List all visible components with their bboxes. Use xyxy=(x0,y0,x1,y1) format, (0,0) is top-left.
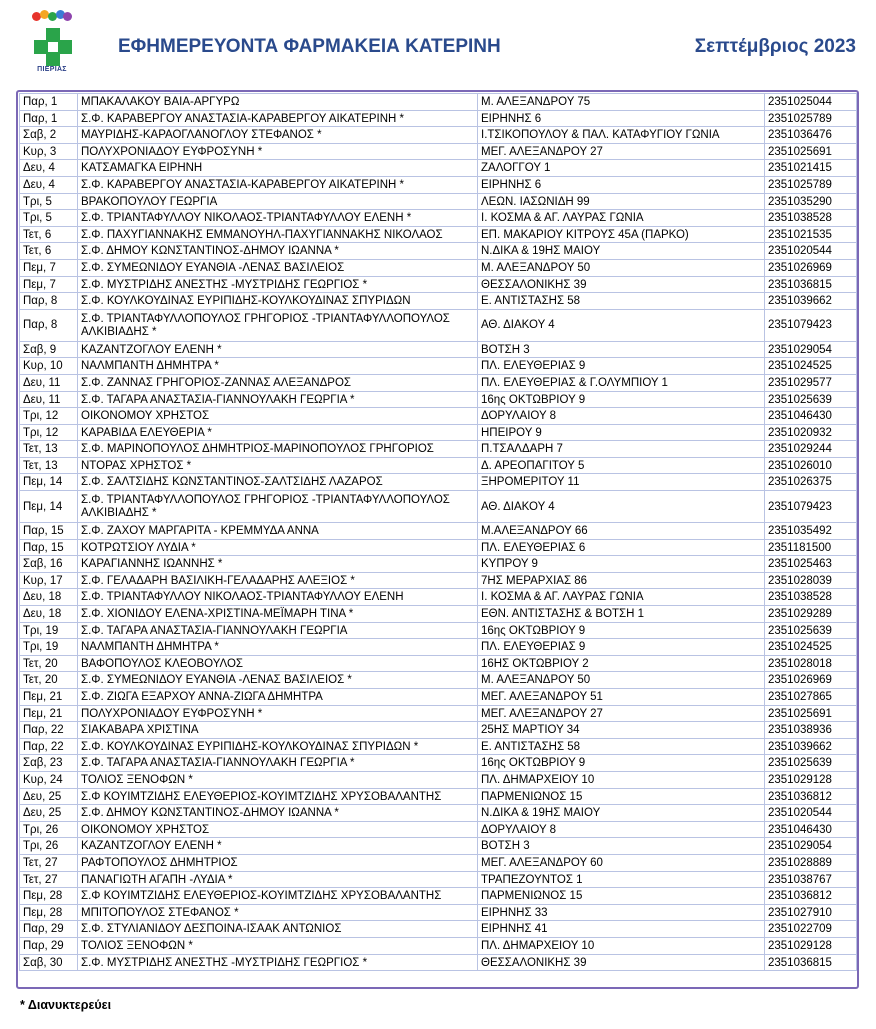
table-row xyxy=(20,127,857,144)
pharmacy-name: Σ.Φ. ΚΟΥΛΚΟΥΔΙΝΑΣ ΕΥΡΙΠΙΔΗΣ-ΚΟΥΛΚΟΥΔΙΝΑΣ ΣΠΥΡΙΔΩΝ * xyxy=(78,738,478,755)
pharmacy-address: ΕΠ. ΜΑΚΑΡΙΟΥ ΚΙΤΡΟΥΣ 45Α (ΠΑΡΚΟ) xyxy=(478,226,765,243)
duty-date: Παρ, 15 xyxy=(20,539,78,556)
pharmacy-address: ΗΠΕΙΡΟΥ 9 xyxy=(478,424,765,441)
pharmacy-address: ΒΟΤΣΗ 3 xyxy=(478,341,765,358)
duty-date: Τετ, 27 xyxy=(20,854,78,871)
pharmacy-phone: 2351026969 xyxy=(765,672,857,689)
pharmacy-address: ΠΑΡΜΕΝΙΩΝΟΣ 15 xyxy=(478,888,765,905)
pharmacy-name: Σ.Φ ΚΟΥΙΜΤΖΙΔΗΣ ΕΛΕΥΘΕΡΙΟΣ-ΚΟΥΙΜΤΖΙΔΗΣ ΧΡΥΣΟΒΑΛΑΝΤΗΣ xyxy=(78,888,478,905)
pharmacy-address: 16ης ΟΚΤΩΒΡΙΟΥ 9 xyxy=(478,391,765,408)
duty-date: Πεμ, 14 xyxy=(20,474,78,491)
pharmacy-phone: 2351024525 xyxy=(765,639,857,656)
pharmacy-address: Ι.ΤΣΙΚΟΠΟΥΛΟΥ & ΠΑΛ. ΚΑΤΑΦΥΓΙΟΥ ΓΩΝΙΑ xyxy=(478,127,765,144)
pharmacy-phone: 2351029577 xyxy=(765,374,857,391)
pharmacy-address: Ε. ΑΝΤΙΣΤΑΣΗΣ 58 xyxy=(478,738,765,755)
pharmacy-address: ΔΟΡΥΛΑΙΟΥ 8 xyxy=(478,408,765,425)
pharmacy-phone: 2351025044 xyxy=(765,94,857,111)
table-row xyxy=(20,755,857,772)
duty-date: Κυρ, 3 xyxy=(20,143,78,160)
table-row xyxy=(20,838,857,855)
pharmacy-address: ΕΙΡΗΝΗΣ 41 xyxy=(478,921,765,938)
duty-date: Κυρ, 17 xyxy=(20,572,78,589)
pharmacy-phone: 2351025789 xyxy=(765,176,857,193)
table-row xyxy=(20,539,857,556)
table-row xyxy=(20,705,857,722)
logo-text: ΠΙΕΡΙΑΣ xyxy=(37,66,67,73)
table-row xyxy=(20,408,857,425)
pharmacy-phone: 2351039662 xyxy=(765,738,857,755)
duty-date: Δευ, 11 xyxy=(20,374,78,391)
pharmacy-address: ΕΙΡΗΝΗΣ 33 xyxy=(478,904,765,921)
duty-date: Παρ, 22 xyxy=(20,722,78,739)
pharmacy-address: Π.ΤΣΑΛΔΑΡΗ 7 xyxy=(478,441,765,458)
pharmacy-address: Ν.ΔΙΚΑ & 19ΗΣ ΜΑΙΟΥ xyxy=(478,243,765,260)
pharmacy-name: Σ.Φ. ΚΑΡΑΒΕΡΓΟΥ ΑΝΑΣΤΑΣΙΑ-ΚΑΡΑΒΕΡΓΟΥ ΑΙΚΑΤΕΡΙΝΗ * xyxy=(78,110,478,127)
pharmacy-phone: 2351035290 xyxy=(765,193,857,210)
page-title: ΕΦΗΜΕΡΕΥΟΝΤΑ ΦΑΡΜΑΚΕΙΑ ΚΑΤΕΡΙΝΗ xyxy=(118,36,501,57)
duty-date: Παρ, 22 xyxy=(20,738,78,755)
pharmacy-name: ΚΑΡΑΒΙΔΑ ΕΛΕΥΘΕΡΙΑ * xyxy=(78,424,478,441)
duty-date: Σαβ, 16 xyxy=(20,556,78,573)
pharmacy-name: Σ.Φ. ΖΙΩΓΑ ΕΞΑΡΧΟΥ ΑΝΝΑ-ΖΙΩΓΑ ΔΗΜΗΤΡΑ xyxy=(78,689,478,706)
table-row xyxy=(20,474,857,491)
pharmacy-phone: 2351028018 xyxy=(765,655,857,672)
pharmacy-phone: 2351021415 xyxy=(765,160,857,177)
table-row xyxy=(20,689,857,706)
pharmacy-address: ΠΛ. ΔΗΜΑΡΧΕΙΟΥ 10 xyxy=(478,937,765,954)
pharmacy-phone: 2351038936 xyxy=(765,722,857,739)
pharmacy-name: Σ.Φ. ΤΡΙΑΝΤΑΦΥΛΛΟΥ ΝΙΚΟΛΑΟΣ-ΤΡΙΑΝΤΑΦΥΛΛΟΥ ΕΛΕΝΗ xyxy=(78,589,478,606)
pharmacy-phone: 2351026010 xyxy=(765,457,857,474)
table-row xyxy=(20,293,857,310)
pharmacy-phone: 2351020932 xyxy=(765,424,857,441)
pharmacy-phone: 2351035492 xyxy=(765,523,857,540)
table-row xyxy=(20,606,857,623)
pharmacy-phone: 2351079423 xyxy=(765,309,857,341)
table-row xyxy=(20,655,857,672)
month-label: Σεπτέμβριος 2023 xyxy=(694,36,856,57)
table-row xyxy=(20,110,857,127)
table-row xyxy=(20,639,857,656)
duty-date: Τρι, 19 xyxy=(20,622,78,639)
pharmacy-phone: 2351028889 xyxy=(765,854,857,871)
pharmacy-address: ΠΛ. ΕΛΕΥΘΕΡΙΑΣ 6 xyxy=(478,539,765,556)
duty-date: Παρ, 29 xyxy=(20,921,78,938)
duty-date: Τρι, 5 xyxy=(20,193,78,210)
pharmacy-name: ΚΑΡΑΓΙΑΝΝΗΣ ΙΩΑΝΝΗΣ * xyxy=(78,556,478,573)
pharmacy-phone: 2351036815 xyxy=(765,276,857,293)
duty-date: Τρι, 12 xyxy=(20,424,78,441)
pharmacy-address: ΕΙΡΗΝΗΣ 6 xyxy=(478,176,765,193)
duty-date: Πεμ, 14 xyxy=(20,491,78,523)
pharmacy-phone: 2351046430 xyxy=(765,408,857,425)
pharmacy-name: Σ.Φ. ΣΥΜΕΩΝΙΔΟΥ ΕΥΑΝΘΙΑ -ΛΕΝΑΣ ΒΑΣΙΛΕΙΟΣ * xyxy=(78,672,478,689)
duty-date: Τετ, 13 xyxy=(20,457,78,474)
table-row xyxy=(20,226,857,243)
duty-date: Πεμ, 21 xyxy=(20,705,78,722)
pharmacy-phone: 2351025691 xyxy=(765,143,857,160)
table-row xyxy=(20,358,857,375)
duty-date: Σαβ, 2 xyxy=(20,127,78,144)
table-row xyxy=(20,821,857,838)
pharmacy-phone: 2351025789 xyxy=(765,110,857,127)
pharmacy-address: ΜΕΓ. ΑΛΕΞΑΝΔΡΟΥ 27 xyxy=(478,143,765,160)
pharmacy-phone: 2351027910 xyxy=(765,904,857,921)
pharmacy-address: ΕΘΝ. ΑΝΤΙΣΤΑΣΗΣ & ΒΟΤΣΗ 1 xyxy=(478,606,765,623)
table-row xyxy=(20,457,857,474)
pharmacy-address: ΜΕΓ. ΑΛΕΞΑΝΔΡΟΥ 60 xyxy=(478,854,765,871)
table-row xyxy=(20,805,857,822)
table-row xyxy=(20,491,857,523)
pharmacy-address: ΠΛ. ΕΛΕΥΘΕΡΙΑΣ 9 xyxy=(478,358,765,375)
table-row xyxy=(20,556,857,573)
duty-date: Δευ, 4 xyxy=(20,176,78,193)
pharmacy-name: Σ.Φ. ΔΗΜΟΥ ΚΩΝΣΤΑΝΤΙΝΟΣ-ΔΗΜΟΥ ΙΩΑΝΝΑ * xyxy=(78,243,478,260)
table-row xyxy=(20,722,857,739)
pharmacy-phone: 2351181500 xyxy=(765,539,857,556)
pharmacy-address: ΤΡΑΠΕΖΟΥΝΤΟΣ 1 xyxy=(478,871,765,888)
duty-date: Σαβ, 23 xyxy=(20,755,78,772)
pharmacy-address: ΠΛ. ΕΛΕΥΘΕΡΙΑΣ 9 xyxy=(478,639,765,656)
pharmacy-phone: 2351020544 xyxy=(765,805,857,822)
pharmacy-phone: 2351038528 xyxy=(765,210,857,227)
green-cross-icon xyxy=(34,28,72,66)
pharmacy-name: Σ.Φ. ΤΑΓΑΡΑ ΑΝΑΣΤΑΣΙΑ-ΓΙΑΝΝΟΥΛΑΚΗ ΓΕΩΡΓΙΑ xyxy=(78,622,478,639)
duty-date: Τρι, 12 xyxy=(20,408,78,425)
duty-date: Δευ, 25 xyxy=(20,805,78,822)
pharmacy-name: ΒΡΑΚΟΠΟΥΛΟΥ ΓΕΩΡΓΙΑ xyxy=(78,193,478,210)
pharmacy-name: ΜΑΥΡΙΔΗΣ-ΚΑΡΑΟΓΛΑΝΟΓΛΟΥ ΣΤΕΦΑΝΟΣ * xyxy=(78,127,478,144)
pharmacy-name: Σ.Φ. ΜΥΣΤΡΙΔΗΣ ΑΝΕΣΤΗΣ -ΜΥΣΤΡΙΔΗΣ ΓΕΩΡΓΙΟΣ * xyxy=(78,276,478,293)
pharmacy-address: Μ. ΑΛΕΞΑΝΔΡΟΥ 75 xyxy=(478,94,765,111)
schedule-rows xyxy=(20,94,857,971)
table-row xyxy=(20,888,857,905)
pharmacy-name: ΜΠΙΤΟΠΟΥΛΟΣ ΣΤΕΦΑΝΟΣ * xyxy=(78,904,478,921)
pharmacy-address: ΜΕΓ. ΑΛΕΞΑΝΔΡΟΥ 51 xyxy=(478,689,765,706)
table-row xyxy=(20,738,857,755)
pharmacy-address: ΞΗΡΟΜΕΡΙΤΟΥ 11 xyxy=(478,474,765,491)
pharmacy-phone: 2351039662 xyxy=(765,293,857,310)
pharmacy-phone: 2351020544 xyxy=(765,243,857,260)
duty-date: Τετ, 20 xyxy=(20,655,78,672)
pharmacy-address: Ι. ΚΟΣΜΑ & ΑΓ. ΛΑΥΡΑΣ ΓΩΝΙΑ xyxy=(478,210,765,227)
pharmacy-phone: 2351029289 xyxy=(765,606,857,623)
pharmacy-address: ΠΛ. ΔΗΜΑΡΧΕΙΟΥ 10 xyxy=(478,771,765,788)
pharmacy-address: ΚΥΠΡΟΥ 9 xyxy=(478,556,765,573)
pharmacy-name: Σ.Φ. ΤΑΓΑΡΑ ΑΝΑΣΤΑΣΙΑ-ΓΙΑΝΝΟΥΛΑΚΗ ΓΕΩΡΓΙΑ * xyxy=(78,755,478,772)
duty-date: Τετ, 13 xyxy=(20,441,78,458)
pharmacy-phone: 2351036476 xyxy=(765,127,857,144)
duty-date: Δευ, 11 xyxy=(20,391,78,408)
table-row xyxy=(20,523,857,540)
table-row xyxy=(20,771,857,788)
pharmacy-name: Σ.Φ ΚΟΥΙΜΤΖΙΔΗΣ ΕΛΕΥΘΕΡΙΟΣ-ΚΟΥΙΜΤΖΙΔΗΣ ΧΡΥΣΟΒΑΛΑΝΤΗΣ xyxy=(78,788,478,805)
pharmacy-name: ΤΟΛΙΟΣ ΞΕΝΟΦΩΝ * xyxy=(78,937,478,954)
duty-date: Πεμ, 7 xyxy=(20,259,78,276)
pharmacy-phone: 2351025691 xyxy=(765,705,857,722)
pharmacy-name: Σ.Φ. ΔΗΜΟΥ ΚΩΝΣΤΑΝΤΙΝΟΣ-ΔΗΜΟΥ ΙΩΑΝΝΑ * xyxy=(78,805,478,822)
pharmacy-address: ΑΘ. ΔΙΑΚΟΥ 4 xyxy=(478,309,765,341)
table-row xyxy=(20,341,857,358)
pharmacy-name: Σ.Φ. ΤΡΙΑΝΤΑΦΥΛΛΟΠΟΥΛΟΣ ΓΡΗΓΟΡΙΟΣ -ΤΡΙΑΝΤΑΦΥΛΛΟΠΟΥΛΟΣ ΑΛΚΙΒΙΑΔΗΣ * xyxy=(78,309,478,341)
pharmacy-address: 16ΗΣ ΟΚΤΩΒΡΙΟΥ 2 xyxy=(478,655,765,672)
pharmacy-phone: 2351029054 xyxy=(765,341,857,358)
pharmacy-address: 25ΗΣ ΜΑΡΤΙΟΥ 34 xyxy=(478,722,765,739)
duty-date: Τρι, 26 xyxy=(20,838,78,855)
table-row xyxy=(20,589,857,606)
pharmacy-address: ΠΑΡΜΕΝΙΩΝΟΣ 15 xyxy=(478,788,765,805)
pharmacy-address: Μ. ΑΛΕΞΑΝΔΡΟΥ 50 xyxy=(478,259,765,276)
pharmacy-association-logo xyxy=(28,10,76,78)
pharmacy-name: Σ.Φ. ΚΑΡΑΒΕΡΓΟΥ ΑΝΑΣΤΑΣΙΑ-ΚΑΡΑΒΕΡΓΟΥ ΑΙΚΑΤΕΡΙΝΗ * xyxy=(78,176,478,193)
pharmacy-name: Σ.Φ. ΓΕΛΑΔΑΡΗ ΒΑΣΙΛΙΚΗ-ΓΕΛΑΔΑΡΗΣ ΑΛΕΞΙΟΣ * xyxy=(78,572,478,589)
pharmacy-name: ΚΑΖΑΝΤΖΟΓΛΟΥ ΕΛΕΝΗ * xyxy=(78,838,478,855)
pharmacy-name: Σ.Φ. ΧΙΟΝΙΔΟΥ ΕΛΕΝΑ-ΧΡΙΣΤΙΝΑ-ΜΕΪΜΑΡΗ ΤΙΝΑ * xyxy=(78,606,478,623)
table-row xyxy=(20,672,857,689)
pharmacy-phone: 2351028039 xyxy=(765,572,857,589)
pharmacy-phone: 2351024525 xyxy=(765,358,857,375)
duty-date: Τετ, 6 xyxy=(20,226,78,243)
duty-date: Πεμ, 21 xyxy=(20,689,78,706)
table-row xyxy=(20,276,857,293)
pharmacy-phone: 2351029054 xyxy=(765,838,857,855)
pharmacy-name: Σ.Φ. ΠΑΧΥΓΙΑΝΝΑΚΗΣ ΕΜΜΑΝΟΥΗΛ-ΠΑΧΥΓΙΑΝΝΑΚΗΣ ΝΙΚΟΛΑΟΣ xyxy=(78,226,478,243)
table-row xyxy=(20,374,857,391)
page-header xyxy=(0,0,876,90)
pharmacy-name: Σ.Φ. ΣΤΥΛΙΑΝΙΔΟΥ ΔΕΣΠΟΙΝΑ-ΙΣΑΑΚ ΑΝΤΩΝΙΟΣ xyxy=(78,921,478,938)
table-row xyxy=(20,921,857,938)
pharmacy-address: ΘΕΣΣΑΛΟΝΙΚΗΣ 39 xyxy=(478,276,765,293)
table-row xyxy=(20,424,857,441)
table-row xyxy=(20,954,857,971)
pharmacy-address: Μ. ΑΛΕΞΑΝΔΡΟΥ 50 xyxy=(478,672,765,689)
table-row xyxy=(20,904,857,921)
table-row xyxy=(20,309,857,341)
duty-date: Παρ, 1 xyxy=(20,94,78,111)
pharmacy-name: Σ.Φ. ΤΡΙΑΝΤΑΦΥΛΛΟΥ ΝΙΚΟΛΑΟΣ-ΤΡΙΑΝΤΑΦΥΛΛΟΥ ΕΛΕΝΗ * xyxy=(78,210,478,227)
duty-date: Παρ, 29 xyxy=(20,937,78,954)
duty-date: Τετ, 6 xyxy=(20,243,78,260)
duty-date: Παρ, 8 xyxy=(20,293,78,310)
pharmacy-address: Δ. ΑΡΕΟΠΑΓΙΤΟΥ 5 xyxy=(478,457,765,474)
table-row xyxy=(20,259,857,276)
duty-date: Σαβ, 30 xyxy=(20,954,78,971)
pharmacy-address: ΠΛ. ΕΛΕΥΘΕΡΙΑΣ & Γ.ΟΛΥΜΠΙΟΥ 1 xyxy=(478,374,765,391)
table-row xyxy=(20,854,857,871)
table-row xyxy=(20,143,857,160)
pharmacy-phone: 2351029244 xyxy=(765,441,857,458)
pharmacy-address: Ν.ΔΙΚΑ & 19ΗΣ ΜΑΙΟΥ xyxy=(478,805,765,822)
table-row xyxy=(20,176,857,193)
pharmacy-address: 7ΗΣ ΜΕΡΑΡΧΙΑΣ 86 xyxy=(478,572,765,589)
pharmacy-phone: 2351079423 xyxy=(765,491,857,523)
pharmacy-name: ΒΑΦΟΠΟΥΛΟΣ ΚΛΕΟΒΟΥΛΟΣ xyxy=(78,655,478,672)
table-row xyxy=(20,193,857,210)
pharmacy-name: Σ.Φ. ΜΑΡΙΝΟΠΟΥΛΟΣ ΔΗΜΗΤΡΙΟΣ-ΜΑΡΙΝΟΠΟΥΛΟΣ ΓΡΗΓΟΡΙΟΣ xyxy=(78,441,478,458)
pharmacy-phone: 2351027865 xyxy=(765,689,857,706)
pharmacy-address: ΛΕΩΝ. ΙΑΣΩΝΙΔΗ 99 xyxy=(478,193,765,210)
pharmacy-address: ΑΘ. ΔΙΑΚΟΥ 4 xyxy=(478,491,765,523)
pharmacy-address: ΕΙΡΗΝΗΣ 6 xyxy=(478,110,765,127)
duty-date: Τετ, 27 xyxy=(20,871,78,888)
duty-date: Κυρ, 10 xyxy=(20,358,78,375)
table-row xyxy=(20,572,857,589)
duty-date: Δευ, 18 xyxy=(20,606,78,623)
pharmacy-address: 16ης ΟΚΤΩΒΡΙΟΥ 9 xyxy=(478,622,765,639)
pharmacy-schedule-table xyxy=(19,93,857,971)
pharmacy-name: Σ.Φ. ΜΥΣΤΡΙΔΗΣ ΑΝΕΣΤΗΣ -ΜΥΣΤΡΙΔΗΣ ΓΕΩΡΓΙΟΣ * xyxy=(78,954,478,971)
duty-date: Τρι, 5 xyxy=(20,210,78,227)
pharmacy-name: ΣΙΑΚΑΒΑΡΑ ΧΡΙΣΤΙΝΑ xyxy=(78,722,478,739)
pharmacy-phone: 2351025463 xyxy=(765,556,857,573)
duty-date: Σαβ, 9 xyxy=(20,341,78,358)
table-row xyxy=(20,94,857,111)
pharmacy-name: ΚΟΤΡΩΤΣΙΟΥ ΛΥΔΙΑ * xyxy=(78,539,478,556)
pharmacy-address: ΒΟΤΣΗ 3 xyxy=(478,838,765,855)
table-row xyxy=(20,160,857,177)
pharmacy-name: Σ.Φ. ΣΑΛΤΣΙΔΗΣ ΚΩΝΣΤΑΝΤΙΝΟΣ-ΣΑΛΤΣΙΔΗΣ ΛΑΖΑΡΟΣ xyxy=(78,474,478,491)
pharmacy-name: Σ.Φ. ΤΑΓΑΡΑ ΑΝΑΣΤΑΣΙΑ-ΓΙΑΝΝΟΥΛΑΚΗ ΓΕΩΡΓΙΑ * xyxy=(78,391,478,408)
table-row xyxy=(20,243,857,260)
logo-people-icon xyxy=(32,10,72,28)
pharmacy-phone: 2351021535 xyxy=(765,226,857,243)
pharmacy-phone: 2351036812 xyxy=(765,888,857,905)
pharmacy-address: Μ.ΑΛΕΞΑΝΔΡΟΥ 66 xyxy=(478,523,765,540)
pharmacy-phone: 2351026969 xyxy=(765,259,857,276)
pharmacy-phone: 2351038528 xyxy=(765,589,857,606)
pharmacy-name: ΝΑΛΜΠΑΝΤΗ ΔΗΜΗΤΡΑ * xyxy=(78,639,478,656)
pharmacy-name: Σ.Φ. ΚΟΥΛΚΟΥΔΙΝΑΣ ΕΥΡΙΠΙΔΗΣ-ΚΟΥΛΚΟΥΔΙΝΑΣ ΣΠΥΡΙΔΩΝ xyxy=(78,293,478,310)
pharmacy-name: Σ.Φ. ΣΥΜΕΩΝΙΔΟΥ ΕΥΑΝΘΙΑ -ΛΕΝΑΣ ΒΑΣΙΛΕΙΟΣ xyxy=(78,259,478,276)
duty-date: Παρ, 1 xyxy=(20,110,78,127)
table-row xyxy=(20,391,857,408)
duty-date: Παρ, 8 xyxy=(20,309,78,341)
pharmacy-phone: 2351022709 xyxy=(765,921,857,938)
duty-date: Πεμ, 7 xyxy=(20,276,78,293)
pharmacy-address: 16ης ΟΚΤΩΒΡΙΟΥ 9 xyxy=(478,755,765,772)
pharmacy-name: Σ.Φ. ΖΑΧΟΥ ΜΑΡΓΑΡΙΤΑ - ΚΡΕΜΜΥΔΑ ΑΝΝΑ xyxy=(78,523,478,540)
pharmacy-phone: 2351038767 xyxy=(765,871,857,888)
pharmacy-phone: 2351025639 xyxy=(765,622,857,639)
table-row xyxy=(20,871,857,888)
pharmacy-address: Ε. ΑΝΤΙΣΤΑΣΗΣ 58 xyxy=(478,293,765,310)
duty-date: Δευ, 4 xyxy=(20,160,78,177)
table-row xyxy=(20,788,857,805)
pharmacy-address: ΖΑΛΟΓΓΟΥ 1 xyxy=(478,160,765,177)
duty-date: Δευ, 18 xyxy=(20,589,78,606)
table-row xyxy=(20,441,857,458)
pharmacy-address: ΜΕΓ. ΑΛΕΞΑΝΔΡΟΥ 27 xyxy=(478,705,765,722)
pharmacy-address: Ι. ΚΟΣΜΑ & ΑΓ. ΛΑΥΡΑΣ ΓΩΝΙΑ xyxy=(478,589,765,606)
pharmacy-name: Σ.Φ. ΖΑΝΝΑΣ ΓΡΗΓΟΡΙΟΣ-ΖΑΝΝΑΣ ΑΛΕΞΑΝΔΡΟΣ xyxy=(78,374,478,391)
pharmacy-phone: 2351029128 xyxy=(765,937,857,954)
pharmacy-name: ΝΤΟΡΑΣ ΧΡΗΣΤΟΣ * xyxy=(78,457,478,474)
pharmacy-address: ΔΟΡΥΛΑΙΟΥ 8 xyxy=(478,821,765,838)
pharmacy-name: ΠΟΛΥΧΡΟΝΙΑΔΟΥ ΕΥΦΡΟΣΥΝΗ * xyxy=(78,705,478,722)
duty-date: Κυρ, 24 xyxy=(20,771,78,788)
pharmacy-phone: 2351025639 xyxy=(765,391,857,408)
pharmacy-phone: 2351025639 xyxy=(765,755,857,772)
pharmacy-name: ΤΟΛΙΟΣ ΞΕΝΟΦΩΝ * xyxy=(78,771,478,788)
duty-date: Τρι, 26 xyxy=(20,821,78,838)
table-row xyxy=(20,937,857,954)
pharmacy-name: ΚΑΤΣΑΜΑΓΚΑ ΕΙΡΗΝΗ xyxy=(78,160,478,177)
pharmacy-name: ΝΑΛΜΠΑΝΤΗ ΔΗΜΗΤΡΑ * xyxy=(78,358,478,375)
duty-date: Δευ, 25 xyxy=(20,788,78,805)
pharmacy-name: ΠΑΝΑΓΙΩΤΗ ΑΓΑΠΗ -ΛΥΔΙΑ * xyxy=(78,871,478,888)
pharmacy-name: Σ.Φ. ΤΡΙΑΝΤΑΦΥΛΛΟΠΟΥΛΟΣ ΓΡΗΓΟΡΙΟΣ -ΤΡΙΑΝΤΑΦΥΛΛΟΠΟΥΛΟΣ ΑΛΚΙΒΙΑΔΗΣ * xyxy=(78,491,478,523)
duty-date: Πεμ, 28 xyxy=(20,888,78,905)
pharmacy-phone: 2351026375 xyxy=(765,474,857,491)
pharmacy-name: ΠΟΛΥΧΡΟΝΙΑΔΟΥ ΕΥΦΡΟΣΥΝΗ * xyxy=(78,143,478,160)
pharmacy-address: ΘΕΣΣΑΛΟΝΙΚΗΣ 39 xyxy=(478,954,765,971)
pharmacy-name: ΡΑΦΤΟΠΟΥΛΟΣ ΔΗΜΗΤΡΙΟΣ xyxy=(78,854,478,871)
pharmacy-name: ΟΙΚΟΝΟΜΟΥ ΧΡΗΣΤΟΣ xyxy=(78,821,478,838)
duty-date: Πεμ, 28 xyxy=(20,904,78,921)
footnote: * Διανυκτερεύει xyxy=(20,998,112,1012)
pharmacy-name: ΜΠΑΚΑΛΑΚΟΥ ΒΑΙΑ-ΑΡΓΥΡΩ xyxy=(78,94,478,111)
pharmacy-phone: 2351036815 xyxy=(765,954,857,971)
duty-date: Τετ, 20 xyxy=(20,672,78,689)
pharmacy-name: ΚΑΖΑΝΤΖΟΓΛΟΥ ΕΛΕΝΗ * xyxy=(78,341,478,358)
table-row xyxy=(20,622,857,639)
duty-date: Τρι, 19 xyxy=(20,639,78,656)
table-row xyxy=(20,210,857,227)
pharmacy-phone: 2351046430 xyxy=(765,821,857,838)
pharmacy-phone: 2351036812 xyxy=(765,788,857,805)
duty-date: Παρ, 15 xyxy=(20,523,78,540)
pharmacy-name: ΟΙΚΟΝΟΜΟΥ ΧΡΗΣΤΟΣ xyxy=(78,408,478,425)
pharmacy-phone: 2351029128 xyxy=(765,771,857,788)
